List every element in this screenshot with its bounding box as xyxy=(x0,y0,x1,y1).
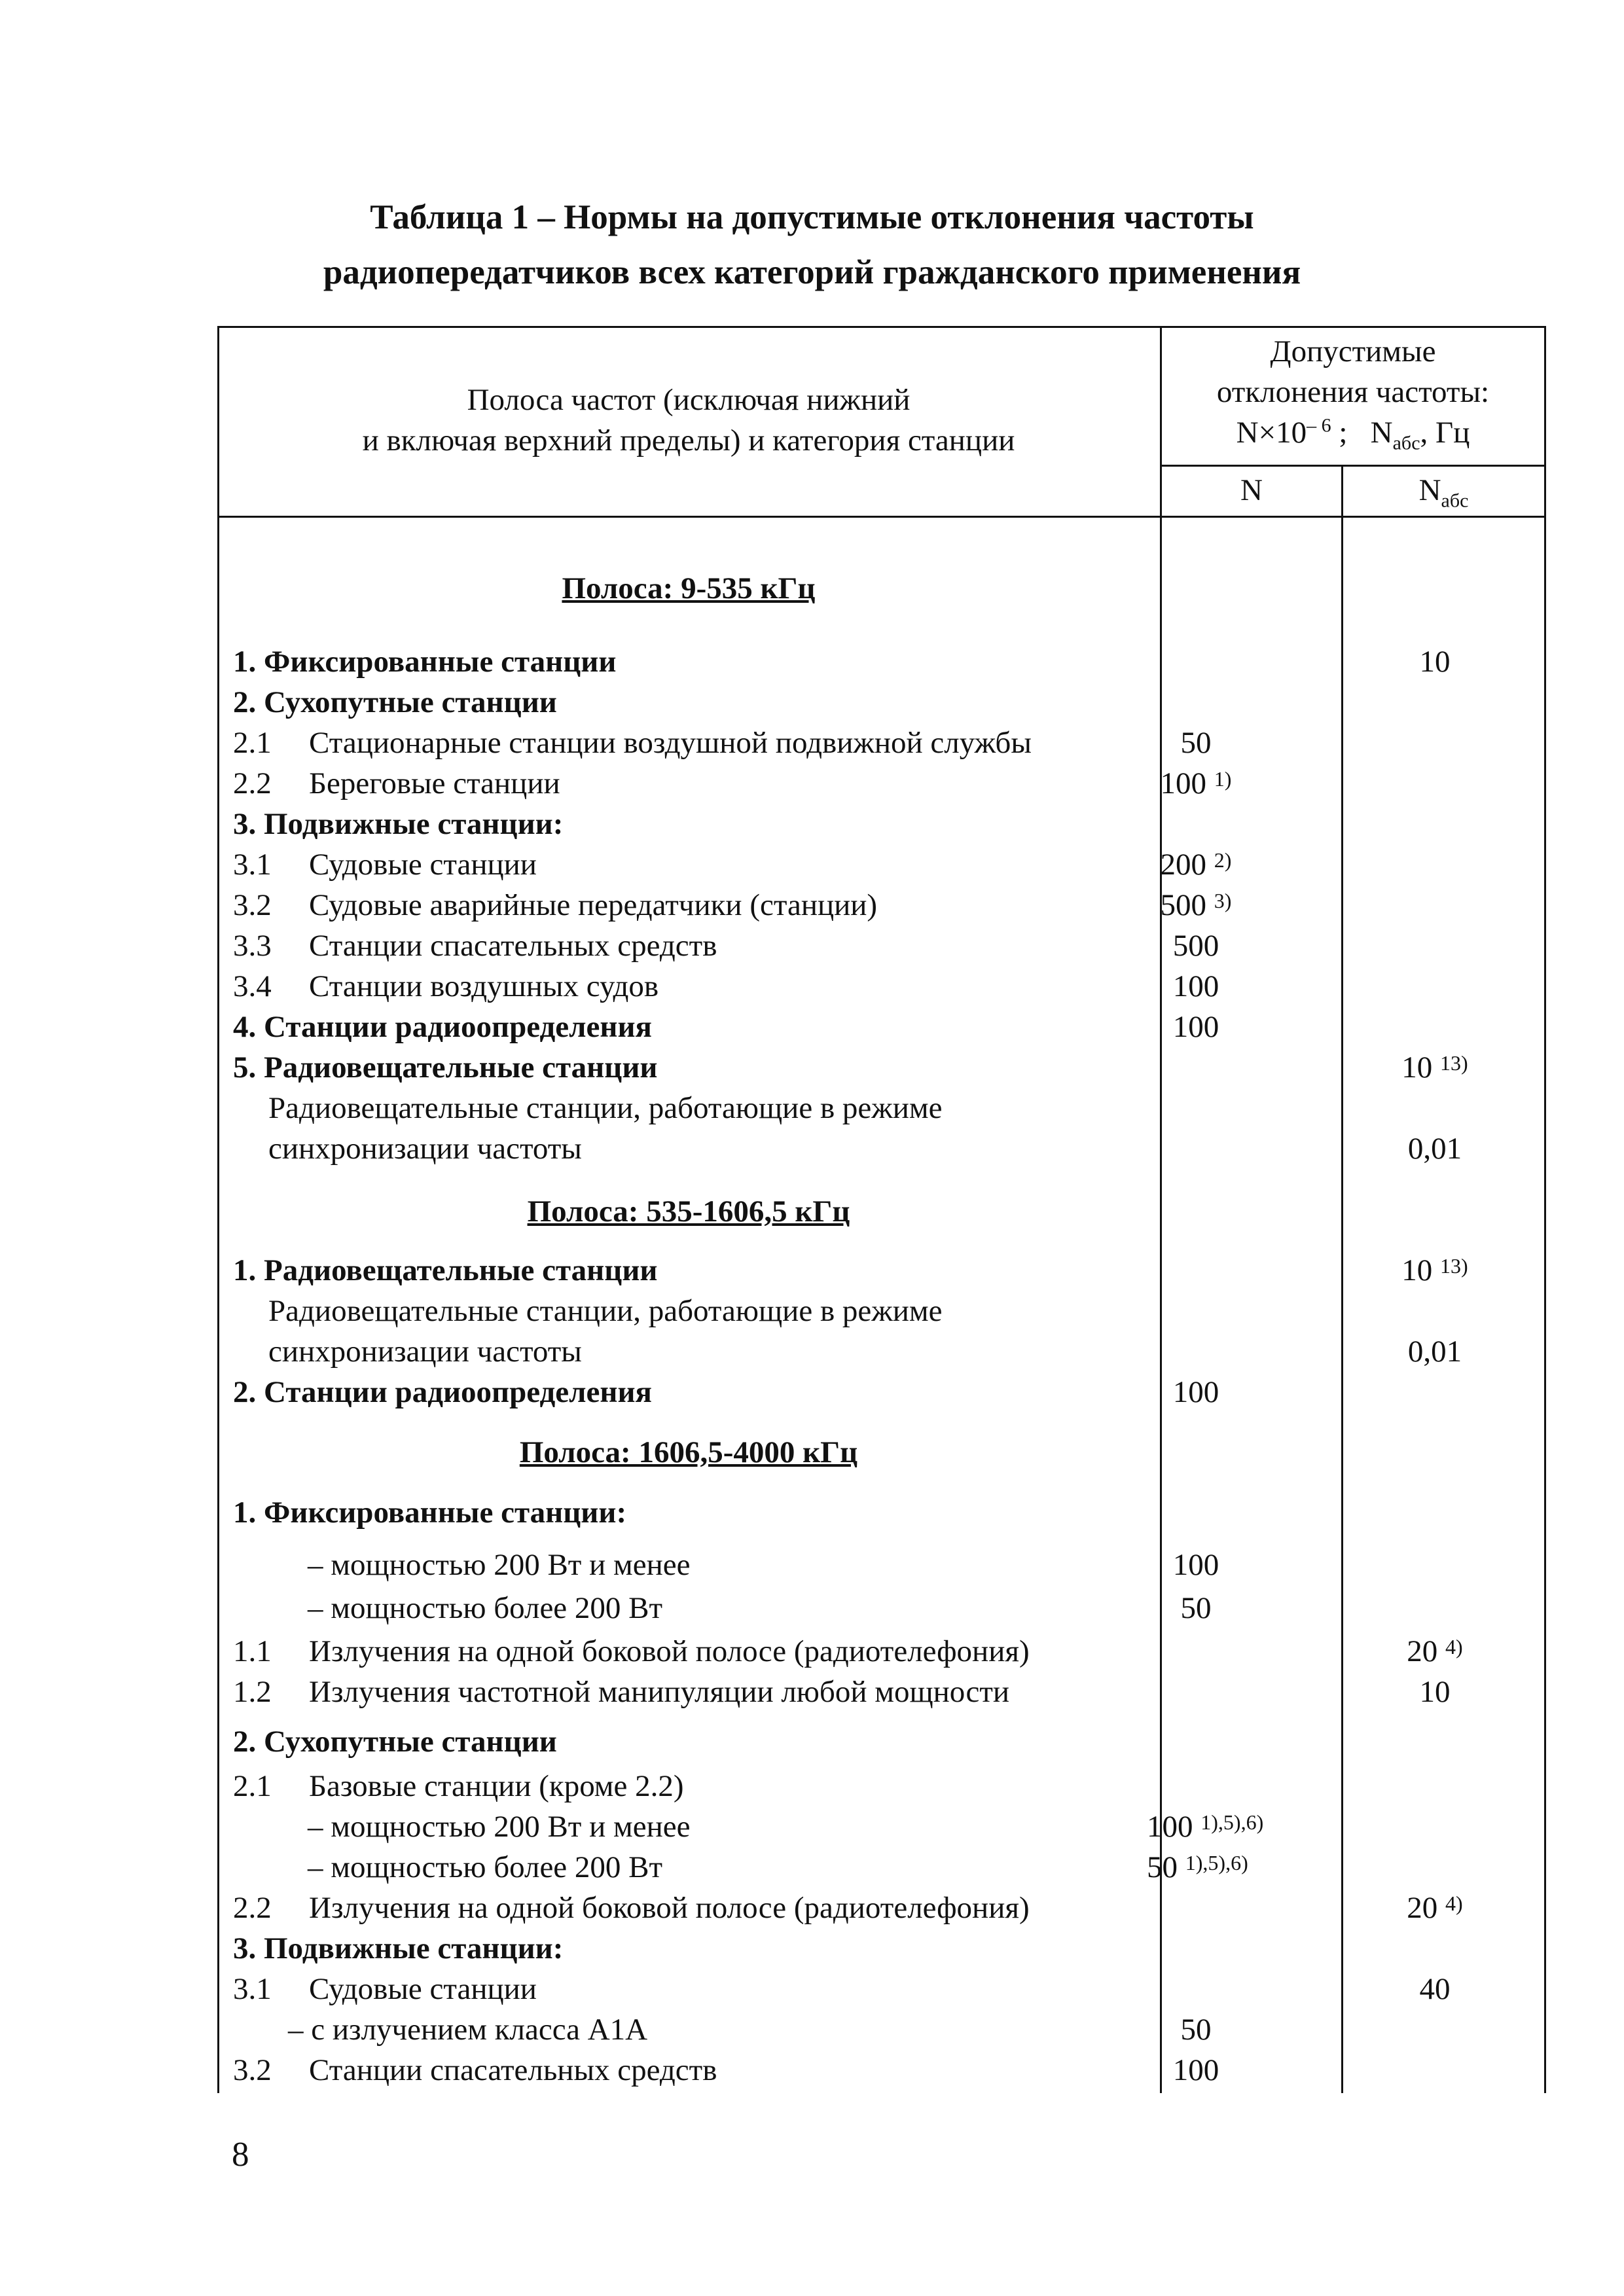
n-abs-value-text: 10 xyxy=(1401,1253,1433,1287)
n-abs-value xyxy=(1337,1128,1533,1169)
header-col1-line1: Полоса частот (исключая нижний xyxy=(467,383,911,417)
table-row xyxy=(217,2009,1546,2050)
row-number: 2.2 xyxy=(233,1891,272,1925)
row-label xyxy=(308,1847,662,1888)
row-label-text: Станции воздушных судов xyxy=(309,969,659,1003)
n-value-text: 100 xyxy=(1160,766,1207,800)
n-value-text: 100 xyxy=(1172,969,1219,1003)
table-row xyxy=(217,1969,1546,2009)
row-label-text: Станции спасательных средств xyxy=(309,2053,717,2087)
row-label xyxy=(268,1291,942,1331)
row-number: 1.1 xyxy=(233,1634,272,1668)
header-bottom-border xyxy=(217,516,1546,518)
row-label xyxy=(308,1806,690,1847)
page-number: 8 xyxy=(232,2136,249,2174)
n-footnote: 1),5),6) xyxy=(1200,1810,1264,1835)
n-value xyxy=(1147,2009,1245,2050)
table-row xyxy=(217,1847,1546,1888)
n-value xyxy=(1147,1588,1245,1628)
table-row xyxy=(217,723,1546,763)
n-abs-footnote: 13) xyxy=(1440,1254,1468,1278)
n-value xyxy=(1147,1847,1248,1888)
subheader-n-abs: $N_{абс}$ xyxy=(1418,473,1469,512)
row-label xyxy=(233,1721,557,1762)
row-label xyxy=(233,966,659,1007)
row-label-text: – с излучением класса A1A xyxy=(288,2013,648,2047)
header-col2-line2: отклонения частоты: xyxy=(1216,375,1490,409)
n-abs-value-text: 20 xyxy=(1407,1891,1438,1925)
n-value-text: 100 xyxy=(1172,1548,1219,1582)
n-abs-value xyxy=(1337,1631,1533,1672)
n-value xyxy=(1147,1007,1245,1047)
n-abs-value xyxy=(1337,1888,1533,1928)
row-label-text: 5. Радиовещательные станции xyxy=(233,1050,658,1085)
n-abs-value-text: 10 xyxy=(1419,645,1451,679)
row-label xyxy=(233,1250,658,1291)
n-abs-value-text: 10 xyxy=(1401,1050,1433,1085)
row-label xyxy=(233,641,616,682)
n-value-text: 50 xyxy=(1180,2013,1212,2047)
n-abs-footnote: 4) xyxy=(1445,1892,1463,1916)
row-label xyxy=(233,1888,1030,1928)
row-number: 3.1 xyxy=(233,848,272,882)
row-label-text: 1. Фиксированные станции xyxy=(233,645,617,679)
n-value xyxy=(1147,1806,1264,1847)
row-label-text: Судовые станции xyxy=(309,848,537,882)
row-label-text: Излучения на одной боковой полосе (радиотелефония) xyxy=(309,1891,1030,1925)
table-row xyxy=(217,1888,1546,1928)
n-abs-value-text: 40 xyxy=(1419,1972,1451,2006)
row-label-text: синхронизации частоты xyxy=(268,1335,582,1369)
row-label xyxy=(308,1545,690,1585)
row-label-text: – мощностью более 200 Вт xyxy=(308,1850,663,1884)
header-col1-line2: и включая верхний пределы) и категория станции xyxy=(362,423,1015,457)
row-label xyxy=(233,763,560,804)
table-row xyxy=(217,804,1546,844)
row-number: 3.2 xyxy=(233,2053,272,2087)
row-label-text: 2. Сухопутные станции xyxy=(233,685,557,719)
n-value xyxy=(1147,925,1245,966)
row-label xyxy=(233,1672,1009,1712)
row-label-text: 1. Радиовещательные станции xyxy=(233,1253,658,1287)
n-value-text: 200 xyxy=(1160,848,1207,882)
row-label-text: Излучения на одной боковой полосе (радиотелефония) xyxy=(309,1634,1030,1668)
n-footnote: 1),5),6) xyxy=(1185,1851,1248,1875)
row-label xyxy=(233,682,557,723)
row-label-text: Береговые станции xyxy=(309,766,560,800)
band-heading: Полоса: 1606,5-4000 кГц xyxy=(519,1435,858,1469)
n-value xyxy=(1147,723,1245,763)
row-number: 3.2 xyxy=(233,888,272,922)
row-label xyxy=(233,1372,652,1412)
n-value-text: 50 xyxy=(1180,726,1212,760)
n-abs-value xyxy=(1337,1047,1533,1088)
n-abs-value xyxy=(1337,1331,1533,1372)
n-value xyxy=(1147,844,1245,885)
table-row xyxy=(217,1372,1546,1412)
table-row xyxy=(217,1088,1546,1128)
row-label xyxy=(268,1128,582,1169)
row-label xyxy=(233,1492,626,1533)
row-label xyxy=(233,844,537,885)
n-value xyxy=(1147,885,1245,925)
row-label-text: Излучения частотной манипуляции любой мощности xyxy=(309,1675,1010,1709)
row-label-text: Базовые станции (кроме 2.2) xyxy=(309,1769,684,1803)
row-label-text: Станции спасательных средств xyxy=(309,929,717,963)
table-row xyxy=(217,1631,1546,1672)
table-row xyxy=(217,925,1546,966)
row-label xyxy=(308,1588,662,1628)
n-abs-value-text: 0,01 xyxy=(1407,1132,1462,1166)
row-label-text: 2. Станции радиоопределения xyxy=(233,1375,652,1409)
n-abs-value xyxy=(1337,1672,1533,1712)
table-top-border xyxy=(217,326,1546,328)
header-band-category xyxy=(217,380,1160,461)
row-label xyxy=(233,885,877,925)
n-abs-value-text: 10 xyxy=(1419,1675,1451,1709)
row-label xyxy=(233,1047,658,1088)
row-number: 2.1 xyxy=(233,726,272,760)
n-abs-value-text: 20 xyxy=(1407,1634,1438,1668)
band-heading: Полоса: 535-1606,5 кГц xyxy=(527,1194,850,1229)
row-label-text: Судовые аварийные передатчики (станции) xyxy=(309,888,878,922)
row-label-text: – мощностью более 200 Вт xyxy=(308,1591,663,1625)
n-value-text: 500 xyxy=(1160,888,1207,922)
table-row xyxy=(217,1721,1546,1762)
table-row xyxy=(217,844,1546,885)
row-label xyxy=(268,1088,942,1128)
n-value-text: 50 xyxy=(1180,1591,1212,1625)
table-row xyxy=(217,641,1546,682)
row-label xyxy=(233,1766,684,1806)
n-value xyxy=(1147,1372,1245,1412)
table-row xyxy=(217,1672,1546,1712)
row-number: 3.4 xyxy=(233,969,272,1003)
n-value xyxy=(1147,763,1245,804)
row-label xyxy=(233,723,1032,763)
table-row xyxy=(217,1806,1546,1847)
table-row xyxy=(217,1047,1546,1088)
table-row xyxy=(217,2050,1546,2090)
table-row xyxy=(217,1128,1546,1169)
row-label-text: 4. Станции радиоопределения xyxy=(233,1010,652,1044)
n-abs-value xyxy=(1337,641,1533,682)
title-line-1: Таблица 1 – Нормы на допустимые отклонения частоты xyxy=(370,198,1254,236)
row-label-text: синхронизации частоты xyxy=(268,1132,582,1166)
row-number: 2.1 xyxy=(233,1769,272,1803)
row-label xyxy=(233,2050,717,2090)
subheader-n: N xyxy=(1240,473,1263,507)
row-label-text: Радиовещательные станции, работающие в режиме xyxy=(268,1294,943,1328)
row-label xyxy=(233,1631,1030,1672)
table-row xyxy=(217,1331,1546,1372)
n-abs-value xyxy=(1337,1250,1533,1291)
row-label-text: Стационарные станции воздушной подвижной службы xyxy=(309,726,1032,760)
row-label xyxy=(233,1007,652,1047)
table-row xyxy=(217,763,1546,804)
n-value-text: 100 xyxy=(1172,1375,1219,1409)
table-row xyxy=(217,1545,1546,1585)
n-abs-footnote: 13) xyxy=(1440,1051,1468,1075)
row-number: 1.2 xyxy=(233,1675,272,1709)
row-label-text: Радиовещательные станции, работающие в режиме xyxy=(268,1091,943,1125)
n-value-text: 100 xyxy=(1172,2053,1219,2087)
row-label-text: 3. Подвижные станции: xyxy=(233,807,564,841)
row-number: 3.1 xyxy=(233,1972,272,2006)
n-footnote: 3) xyxy=(1214,889,1232,913)
norms-table xyxy=(217,326,1546,2093)
n-value-text: 50 xyxy=(1147,1850,1178,1884)
n-abs-value-text: 0,01 xyxy=(1407,1335,1462,1369)
row-label xyxy=(268,1331,582,1372)
header-deviation xyxy=(1162,331,1544,453)
table-row xyxy=(217,1250,1546,1291)
n-value-text: 500 xyxy=(1172,929,1219,963)
table-row xyxy=(217,885,1546,925)
table-row xyxy=(217,1007,1546,1047)
header-formula: $N\times 10^{- 6}$ ; $N_{абс}$, Гц xyxy=(1236,414,1470,454)
n-value xyxy=(1147,1545,1245,1585)
n-value-text: 100 xyxy=(1172,1010,1219,1044)
row-label xyxy=(233,804,563,844)
row-label xyxy=(288,2009,647,2050)
table-row xyxy=(217,1492,1546,1533)
table-row xyxy=(217,1291,1546,1331)
table-row xyxy=(217,966,1546,1007)
row-label-text: 1. Фиксированные станции: xyxy=(233,1496,627,1530)
n-abs-footnote: 4) xyxy=(1445,1635,1463,1659)
n-value xyxy=(1147,966,1245,1007)
table-row xyxy=(217,1766,1546,1806)
row-label-text: 2. Сухопутные станции xyxy=(233,1725,557,1759)
row-number: 2.2 xyxy=(233,766,272,800)
table-title xyxy=(0,190,1624,300)
n-abs-value xyxy=(1337,1969,1533,2009)
table-row xyxy=(217,1588,1546,1628)
n-value xyxy=(1147,2050,1245,2090)
header-col2-line1: Допустимые xyxy=(1270,334,1436,368)
n-footnote: 1) xyxy=(1214,767,1232,791)
n-footnote: 2) xyxy=(1214,848,1232,872)
row-number: 3.3 xyxy=(233,929,272,963)
band-heading: Полоса: 9-535 кГц xyxy=(562,571,816,605)
row-label-text: – мощностью 200 Вт и менее xyxy=(308,1810,691,1844)
row-label-text: 3. Подвижные станции: xyxy=(233,1931,564,1965)
row-label xyxy=(233,925,717,966)
row-label-text: Судовые станции xyxy=(309,1972,537,2006)
row-label xyxy=(233,1928,563,1969)
row-label xyxy=(233,1969,537,2009)
table-row xyxy=(217,1928,1546,1969)
table-row xyxy=(217,682,1546,723)
header-split-border xyxy=(1160,465,1546,467)
n-value-text: 100 xyxy=(1147,1810,1193,1844)
title-line-2: радиопередатчиков всех категорий гражданского применения xyxy=(323,253,1301,291)
row-label-text: – мощностью 200 Вт и менее xyxy=(308,1548,691,1582)
